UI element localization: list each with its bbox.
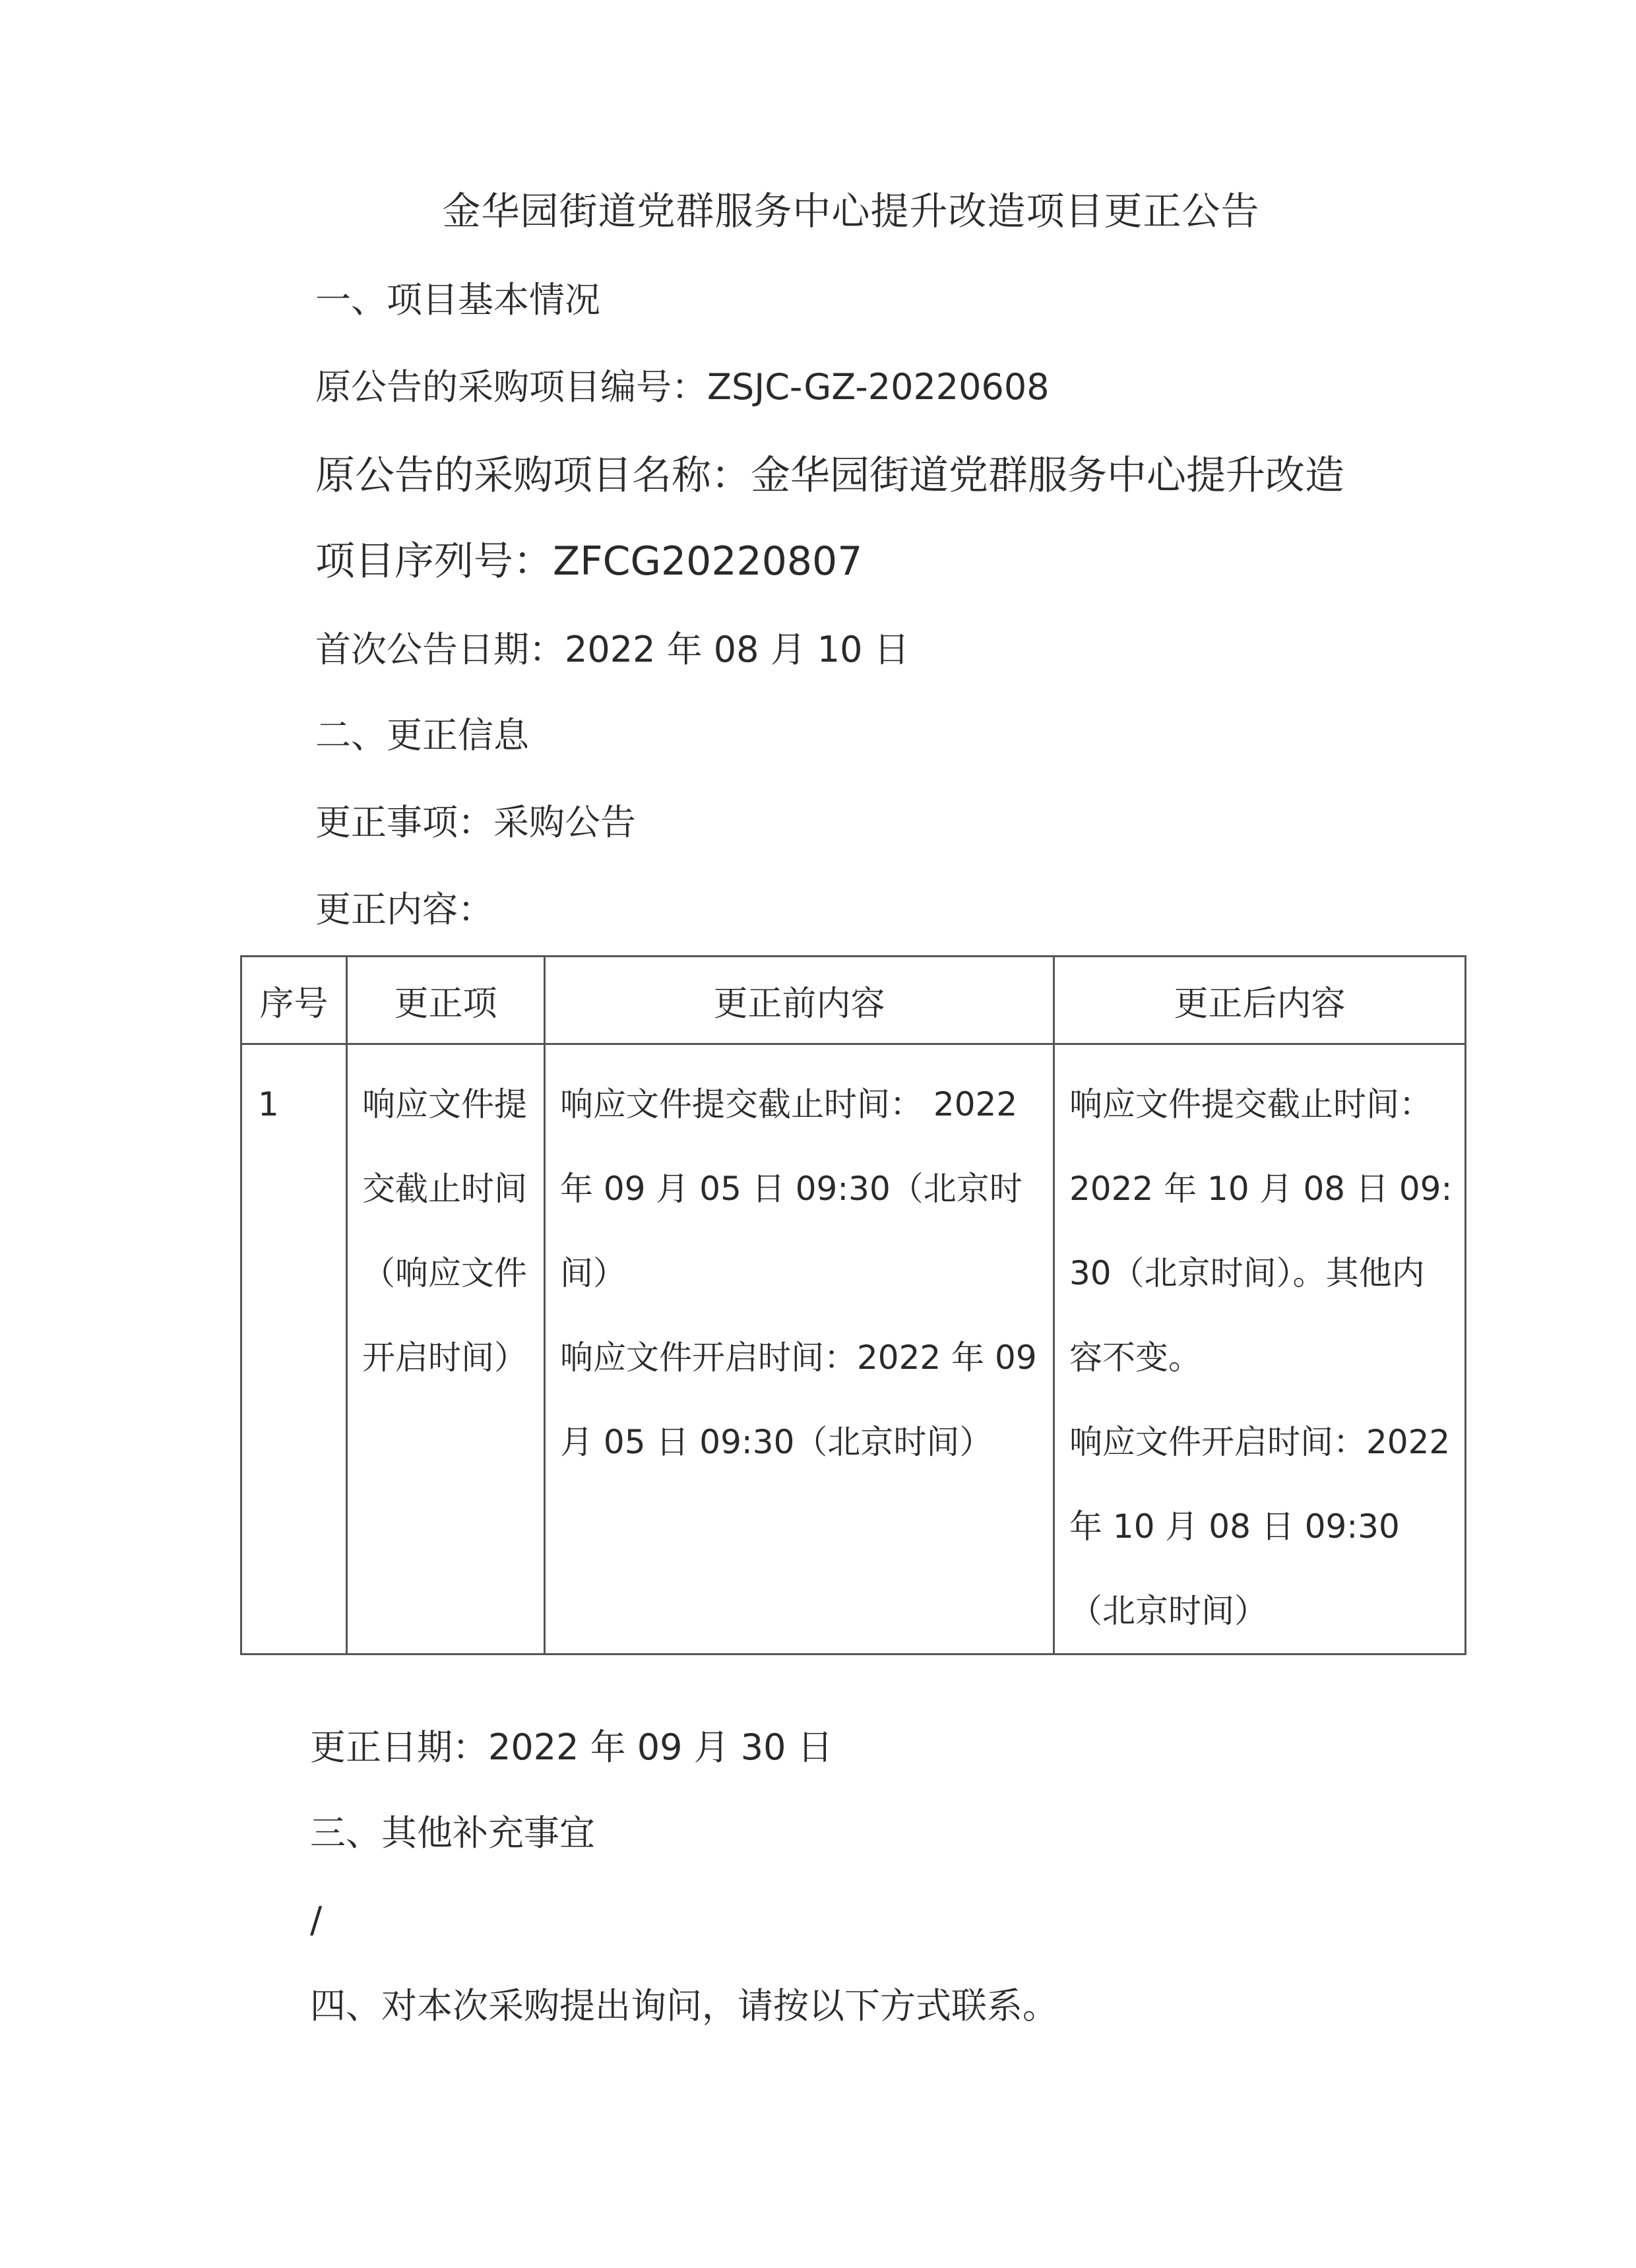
section-heading-correction-info: 二、更正信息: [315, 714, 529, 756]
cell-before: [545, 1044, 1054, 1654]
row-index: 1: [258, 1085, 279, 1123]
section-heading-supplementary: 三、其他补充事宜: [310, 1812, 595, 1854]
after-opening: 响应文件开启时间：2022 年 10 月 08 日 09:30（北京时间）: [1069, 1423, 1451, 1630]
correction-item-line: 更正事项：采购公告: [315, 802, 636, 843]
before-deadline: 响应文件提交截止时间： 2022 年 09 月 05 日 09:30（北京时间）: [560, 1085, 1022, 1292]
header-after: 更正后内容: [1054, 957, 1466, 1044]
table-header-row: [241, 957, 1466, 1044]
correction-table: [240, 955, 1466, 1655]
cell-item: [347, 1044, 545, 1654]
table-row: [241, 1044, 1466, 1654]
project-number-line: 原公告的采购项目编号：ZSJC-GZ-20220608: [315, 366, 1050, 408]
first-notice-date-line: 首次公告日期：2022 年 08 月 10 日: [315, 629, 910, 670]
correction-content-label: 更正内容：: [315, 889, 493, 930]
header-item: 更正项: [347, 957, 545, 1044]
cell-after: [1054, 1044, 1466, 1654]
section-heading-contact: 四、对本次采购提出询问，请按以下方式联系。: [310, 1985, 1058, 2027]
project-name-line: 原公告的采购项目名称：金华园街道党群服务中心提升改造: [315, 453, 1344, 499]
header-before: 更正前内容: [545, 957, 1054, 1044]
correction-date-line: 更正日期：2022 年 09 月 30 日: [310, 1726, 833, 1768]
row-item: 响应文件提交截止时间（响应文件开启时间）: [362, 1085, 527, 1377]
project-serial-line: 项目序列号：ZFCG20220807: [315, 538, 863, 584]
after-deadline: 响应文件提交截止时间：2022 年 10 月 08 日 09:30（北京时间）。其他内容不变。: [1069, 1085, 1453, 1377]
supplementary-content: /: [310, 1899, 323, 1941]
section-heading-basic-info: 一、项目基本情况: [315, 279, 600, 321]
header-index: 序号: [241, 957, 347, 1044]
cell-index: [241, 1044, 347, 1654]
before-opening: 响应文件开启时间：2022 年 09 月 05 日 09:30（北京时间）: [560, 1339, 1037, 1461]
document-title: 金华园街道党群服务中心提升改造项目更正公告: [442, 189, 1260, 234]
